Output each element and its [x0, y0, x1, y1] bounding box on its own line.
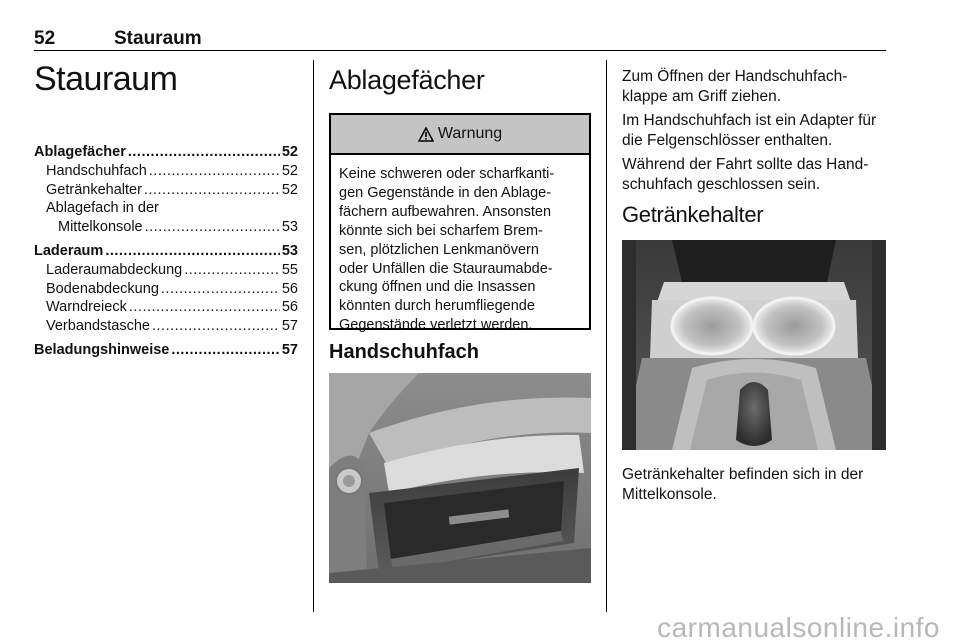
watermark: carmanualsonline.info: [657, 612, 940, 643]
toc-page: 57: [281, 341, 298, 358]
toc-leader: [161, 280, 280, 299]
cupholder-illustration: [622, 240, 886, 450]
paragraph-line: die Felgenschlösser enthalten.: [622, 131, 833, 149]
paragraph-line: Im Handschuhfach ist ein Adapter für: [622, 112, 877, 129]
chapter-title: Stauraum: [34, 60, 178, 98]
toc-entry[interactable]: [34, 218, 298, 237]
toc-entry[interactable]: [34, 261, 298, 280]
section-title: Ablagefächer: [329, 65, 485, 95]
header-rule: [34, 50, 886, 51]
toc-page: 56: [281, 299, 298, 316]
paragraph-line: Während der Fahrt sollte das Hand-: [622, 156, 869, 173]
toc-entry[interactable]: [34, 143, 298, 162]
warning-line: könnten durch herumfliegende: [339, 298, 535, 315]
warning-line: ckung öffnen und die Insassen: [339, 279, 536, 296]
running-title: Stauraum: [114, 28, 202, 49]
warning-title: Warnung: [437, 125, 503, 142]
page-number: 52: [34, 28, 56, 49]
toc-label: Warndreieck: [46, 299, 127, 316]
toc-page: 52: [281, 181, 298, 198]
warning-line: könnte sich bei scharfem Brem-: [339, 222, 543, 239]
toc-label: Handschuhfach: [46, 162, 147, 179]
cupholder-heading: Getränkehalter: [622, 202, 764, 227]
toc-leader: [152, 317, 280, 336]
toc-entry[interactable]: [34, 162, 298, 181]
warning-text: [331, 155, 589, 335]
paragraph-line: Zum Öffnen der Handschuhfach-: [622, 68, 848, 85]
warning-line: fächern aufbewahren. Ansonsten: [339, 203, 552, 220]
cupholder-caption: [622, 465, 863, 504]
paragraph-line: schuhfach geschlossen sein.: [622, 175, 821, 193]
warning-line: Keine schweren oder scharfkanti-: [339, 166, 555, 182]
paragraph-line: klappe am Griff ziehen.: [622, 87, 782, 105]
toc-page: 55: [281, 261, 298, 278]
toc-entry[interactable]: [34, 280, 298, 299]
toc-entry[interactable]: [34, 242, 298, 261]
toc-label: Ablagefach in der: [46, 200, 159, 217]
toc-entry[interactable]: [34, 199, 298, 218]
table-of-contents: [34, 143, 298, 360]
toc-entry[interactable]: [34, 181, 298, 200]
toc-label: Bodenabdeckung: [46, 280, 159, 297]
warning-box: [329, 113, 591, 334]
toc-label: Beladungshinweise: [34, 341, 170, 358]
toc-page: 52: [281, 162, 298, 179]
glovebox-paragraph: [622, 111, 876, 150]
toc-page: 57: [281, 318, 298, 335]
toc-leader: [105, 242, 280, 261]
glovebox-paragraph: [622, 155, 868, 194]
toc-page: 53: [281, 219, 298, 236]
toc-label: Laderaumabdeckung: [46, 261, 183, 278]
column-divider-1: [313, 60, 314, 612]
toc-leader: [144, 181, 280, 200]
toc-entry[interactable]: [34, 317, 298, 336]
toc-label: Mittelkonsole: [58, 219, 143, 236]
caption-line: Mittelkonsole.: [622, 485, 717, 503]
toc-entry[interactable]: [34, 298, 298, 317]
glovebox-paragraph: [622, 67, 847, 106]
toc-label: Laderaum: [34, 242, 104, 259]
toc-label: Ablagefächer: [34, 144, 126, 160]
toc-leader: [128, 143, 280, 162]
glovebox-illustration: [329, 373, 591, 583]
warning-header: [331, 115, 589, 155]
toc-page: 56: [281, 280, 298, 297]
warning-line: Gegenstände verletzt werden.: [339, 317, 533, 334]
glovebox-heading: Handschuhfach: [329, 341, 480, 363]
toc-page: 52: [281, 144, 298, 160]
toc-leader: [171, 341, 279, 360]
warning-line: oder Unfällen die Stauraumabde-: [339, 260, 553, 277]
toc-entry[interactable]: [34, 341, 298, 360]
toc-leader: [129, 298, 280, 317]
toc-leader: [149, 162, 280, 181]
caption-line: Getränkehalter befinden sich in der: [622, 466, 864, 483]
warning-line: sen, plötzlichen Lenkmanövern: [339, 241, 539, 258]
column-divider-2: [606, 60, 607, 612]
toc-leader: [184, 261, 280, 280]
toc-leader: [145, 218, 280, 237]
toc-label: Getränkehalter: [46, 181, 142, 198]
warning-triangle-icon: [418, 127, 434, 142]
warning-line: gen Gegenstände in den Ablage-: [339, 184, 552, 201]
toc-page: 53: [281, 242, 298, 259]
toc-label: Verbandstasche: [46, 318, 150, 335]
